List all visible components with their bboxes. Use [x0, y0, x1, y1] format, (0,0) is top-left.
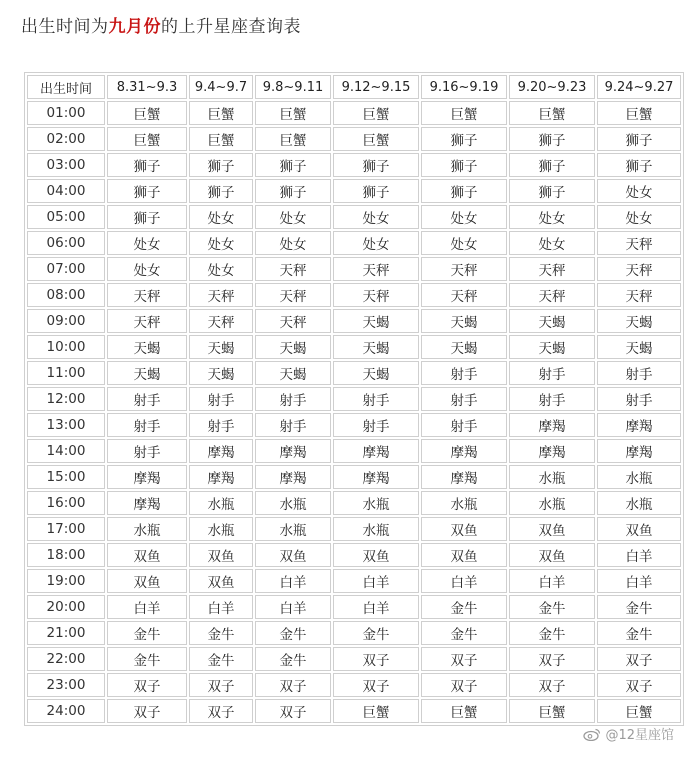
- table-row: [27, 621, 681, 645]
- header-date-range: 9.12~9.15: [333, 75, 419, 99]
- sign-cell: 双鱼: [107, 569, 187, 593]
- sign-cell: 处女: [333, 205, 419, 229]
- sign-cell: 射手: [597, 361, 681, 385]
- sign-cell: 巨蟹: [509, 699, 595, 723]
- sign-cell: 双鱼: [421, 543, 507, 567]
- sign-cell: 天蝎: [421, 335, 507, 359]
- time-cell: 21:00: [27, 621, 105, 645]
- sign-cell: 摩羯: [421, 465, 507, 489]
- sign-cell: 白羊: [597, 543, 681, 567]
- sign-cell: 天秤: [255, 309, 331, 333]
- sign-cell: 天蝎: [509, 335, 595, 359]
- sign-cell: 狮子: [189, 179, 253, 203]
- sign-cell: 天秤: [421, 283, 507, 307]
- sign-cell: 巨蟹: [333, 127, 419, 151]
- time-cell: 05:00: [27, 205, 105, 229]
- sign-cell: 双鱼: [509, 543, 595, 567]
- sign-cell: 射手: [509, 387, 595, 411]
- time-cell: 09:00: [27, 309, 105, 333]
- sign-cell: 双鱼: [189, 543, 253, 567]
- sign-cell: 天秤: [509, 283, 595, 307]
- sign-cell: 金牛: [255, 621, 331, 645]
- sign-cell: 处女: [189, 257, 253, 281]
- sign-cell: 天蝎: [333, 335, 419, 359]
- sign-cell: 摩羯: [509, 413, 595, 437]
- time-cell: 20:00: [27, 595, 105, 619]
- sign-cell: 处女: [189, 205, 253, 229]
- sign-cell: 双子: [421, 647, 507, 671]
- sign-cell: 天秤: [597, 257, 681, 281]
- table-row: [27, 413, 681, 437]
- sign-cell: 天秤: [421, 257, 507, 281]
- sign-cell: 处女: [333, 231, 419, 255]
- sign-cell: 射手: [255, 387, 331, 411]
- sign-cell: 狮子: [421, 127, 507, 151]
- sign-cell: 双鱼: [509, 517, 595, 541]
- table-row: [27, 647, 681, 671]
- sign-cell: 天蝎: [333, 309, 419, 333]
- sign-cell: 双子: [421, 673, 507, 697]
- sign-cell: 双子: [597, 647, 681, 671]
- sign-cell: 天秤: [333, 257, 419, 281]
- sign-cell: 双鱼: [107, 543, 187, 567]
- sign-cell: 白羊: [255, 595, 331, 619]
- sign-cell: 天秤: [333, 283, 419, 307]
- table-row: [27, 699, 681, 723]
- sign-cell: 双子: [509, 673, 595, 697]
- sign-cell: 摩羯: [333, 439, 419, 463]
- header-date-range: 9.8~9.11: [255, 75, 331, 99]
- header-date-range: 9.16~9.19: [421, 75, 507, 99]
- sign-cell: 白羊: [189, 595, 253, 619]
- sign-cell: 射手: [421, 387, 507, 411]
- sign-cell: 金牛: [597, 595, 681, 619]
- table-row: [27, 673, 681, 697]
- sign-cell: 水瓶: [255, 517, 331, 541]
- table-row: [27, 335, 681, 359]
- sign-cell: 摩羯: [597, 413, 681, 437]
- sign-cell: 巨蟹: [255, 127, 331, 151]
- sign-cell: 天蝎: [189, 335, 253, 359]
- table-row: [27, 153, 681, 177]
- title-suffix: 的上升星座查询表: [161, 17, 301, 37]
- sign-cell: 射手: [189, 387, 253, 411]
- sign-cell: 水瓶: [255, 491, 331, 515]
- sign-cell: 水瓶: [333, 491, 419, 515]
- time-cell: 19:00: [27, 569, 105, 593]
- table-row: [27, 309, 681, 333]
- sign-cell: 金牛: [189, 621, 253, 645]
- sign-cell: 巨蟹: [421, 699, 507, 723]
- table-row: [27, 387, 681, 411]
- sign-cell: 天秤: [107, 309, 187, 333]
- sign-cell: 处女: [597, 205, 681, 229]
- sign-cell: 双子: [107, 699, 187, 723]
- sign-cell: 狮子: [421, 179, 507, 203]
- sign-cell: 巨蟹: [333, 699, 419, 723]
- sign-cell: 天蝎: [509, 309, 595, 333]
- sign-cell: 狮子: [597, 127, 681, 151]
- sign-cell: 天蝎: [107, 361, 187, 385]
- sign-cell: 射手: [421, 361, 507, 385]
- sign-cell: 处女: [509, 205, 595, 229]
- table-row: [27, 205, 681, 229]
- sign-cell: 巨蟹: [597, 699, 681, 723]
- sign-cell: 射手: [107, 439, 187, 463]
- sign-cell: 白羊: [255, 569, 331, 593]
- sign-cell: 处女: [107, 231, 187, 255]
- sign-cell: 天蝎: [255, 335, 331, 359]
- time-cell: 06:00: [27, 231, 105, 255]
- sign-cell: 水瓶: [509, 491, 595, 515]
- sign-cell: 射手: [189, 413, 253, 437]
- sign-cell: 双子: [597, 673, 681, 697]
- sign-cell: 射手: [509, 361, 595, 385]
- sign-cell: 狮子: [107, 205, 187, 229]
- time-cell: 03:00: [27, 153, 105, 177]
- sign-cell: 水瓶: [509, 465, 595, 489]
- sign-cell: 射手: [255, 413, 331, 437]
- sign-cell: 狮子: [255, 179, 331, 203]
- sign-cell: 双子: [255, 673, 331, 697]
- time-cell: 01:00: [27, 101, 105, 125]
- time-cell: 08:00: [27, 283, 105, 307]
- table-row: [27, 439, 681, 463]
- sign-cell: 白羊: [333, 569, 419, 593]
- table-row: [27, 101, 681, 125]
- table-row: [27, 517, 681, 541]
- sign-cell: 天蝎: [597, 309, 681, 333]
- time-cell: 18:00: [27, 543, 105, 567]
- table-row: [27, 127, 681, 151]
- sign-cell: 天秤: [189, 283, 253, 307]
- sign-cell: 天蝎: [597, 335, 681, 359]
- sign-cell: 狮子: [189, 153, 253, 177]
- sign-cell: 巨蟹: [189, 101, 253, 125]
- time-cell: 22:00: [27, 647, 105, 671]
- sign-cell: 水瓶: [189, 491, 253, 515]
- ascendant-table: [24, 72, 684, 726]
- sign-cell: 巨蟹: [509, 101, 595, 125]
- sign-cell: 处女: [255, 231, 331, 255]
- sign-cell: 金牛: [509, 621, 595, 645]
- sign-cell: 摩羯: [107, 491, 187, 515]
- sign-cell: 巨蟹: [107, 101, 187, 125]
- sign-cell: 金牛: [107, 647, 187, 671]
- sign-cell: 双子: [255, 699, 331, 723]
- sign-cell: 摩羯: [189, 465, 253, 489]
- sign-cell: 天蝎: [107, 335, 187, 359]
- sign-cell: 双鱼: [255, 543, 331, 567]
- sign-cell: 狮子: [107, 179, 187, 203]
- sign-cell: 摩羯: [421, 439, 507, 463]
- sign-cell: 白羊: [333, 595, 419, 619]
- ascendant-table-container: [24, 72, 678, 726]
- sign-cell: 天蝎: [255, 361, 331, 385]
- sign-cell: 天秤: [597, 283, 681, 307]
- sign-cell: 狮子: [597, 153, 681, 177]
- sign-cell: 金牛: [597, 621, 681, 645]
- table-row: [27, 257, 681, 281]
- sign-cell: 天蝎: [189, 361, 253, 385]
- sign-cell: 射手: [597, 387, 681, 411]
- sign-cell: 摩羯: [333, 465, 419, 489]
- time-cell: 23:00: [27, 673, 105, 697]
- watermark: [583, 724, 674, 743]
- table-row: [27, 569, 681, 593]
- sign-cell: 水瓶: [597, 465, 681, 489]
- table-header-row: [27, 75, 681, 99]
- sign-cell: 射手: [107, 387, 187, 411]
- sign-cell: 金牛: [421, 621, 507, 645]
- sign-cell: 巨蟹: [597, 101, 681, 125]
- time-cell: 12:00: [27, 387, 105, 411]
- sign-cell: 双子: [333, 647, 419, 671]
- table-row: [27, 231, 681, 255]
- title-prefix: 出生时间为: [21, 17, 109, 37]
- sign-cell: 天秤: [255, 257, 331, 281]
- sign-cell: 射手: [333, 413, 419, 437]
- sign-cell: 摩羯: [255, 439, 331, 463]
- time-cell: 04:00: [27, 179, 105, 203]
- sign-cell: 天秤: [509, 257, 595, 281]
- sign-cell: 巨蟹: [421, 101, 507, 125]
- sign-cell: 金牛: [509, 595, 595, 619]
- sign-cell: 巨蟹: [255, 101, 331, 125]
- sign-cell: 摩羯: [255, 465, 331, 489]
- sign-cell: 金牛: [189, 647, 253, 671]
- time-cell: 24:00: [27, 699, 105, 723]
- sign-cell: 水瓶: [189, 517, 253, 541]
- sign-cell: 狮子: [509, 153, 595, 177]
- sign-cell: 水瓶: [107, 517, 187, 541]
- sign-cell: 狮子: [255, 153, 331, 177]
- sign-cell: 处女: [189, 231, 253, 255]
- sign-cell: 天蝎: [333, 361, 419, 385]
- table-row: [27, 361, 681, 385]
- sign-cell: 白羊: [107, 595, 187, 619]
- sign-cell: 处女: [421, 205, 507, 229]
- sign-cell: 狮子: [333, 179, 419, 203]
- sign-cell: 双鱼: [189, 569, 253, 593]
- table-row: [27, 543, 681, 567]
- title-highlight: 九月份: [108, 17, 161, 37]
- time-cell: 10:00: [27, 335, 105, 359]
- sign-cell: 双子: [107, 673, 187, 697]
- sign-cell: 射手: [333, 387, 419, 411]
- time-cell: 16:00: [27, 491, 105, 515]
- sign-cell: 双子: [509, 647, 595, 671]
- sign-cell: 狮子: [421, 153, 507, 177]
- time-cell: 07:00: [27, 257, 105, 281]
- sign-cell: 白羊: [597, 569, 681, 593]
- sign-cell: 处女: [509, 231, 595, 255]
- sign-cell: 金牛: [255, 647, 331, 671]
- sign-cell: 射手: [107, 413, 187, 437]
- time-cell: 13:00: [27, 413, 105, 437]
- sign-cell: 狮子: [333, 153, 419, 177]
- sign-cell: 双子: [189, 699, 253, 723]
- weibo-icon: [583, 727, 601, 741]
- time-cell: 15:00: [27, 465, 105, 489]
- sign-cell: 巨蟹: [107, 127, 187, 151]
- sign-cell: 巨蟹: [333, 101, 419, 125]
- watermark-text: @12星座馆: [605, 728, 674, 743]
- sign-cell: 金牛: [107, 621, 187, 645]
- table-row: [27, 179, 681, 203]
- sign-cell: 巨蟹: [189, 127, 253, 151]
- time-cell: 14:00: [27, 439, 105, 463]
- sign-cell: 天秤: [597, 231, 681, 255]
- sign-cell: 摩羯: [107, 465, 187, 489]
- header-date-range: 8.31~9.3: [107, 75, 187, 99]
- sign-cell: 水瓶: [421, 491, 507, 515]
- sign-cell: 射手: [421, 413, 507, 437]
- sign-cell: 天秤: [189, 309, 253, 333]
- table-row: [27, 595, 681, 619]
- time-cell: 11:00: [27, 361, 105, 385]
- sign-cell: 天秤: [255, 283, 331, 307]
- header-date-range: 9.24~9.27: [597, 75, 681, 99]
- sign-cell: 白羊: [421, 569, 507, 593]
- sign-cell: 水瓶: [597, 491, 681, 515]
- table-row: [27, 465, 681, 489]
- sign-cell: 处女: [597, 179, 681, 203]
- sign-cell: 双鱼: [597, 517, 681, 541]
- time-cell: 17:00: [27, 517, 105, 541]
- header-date-range: 9.4~9.7: [189, 75, 253, 99]
- sign-cell: 双子: [189, 673, 253, 697]
- sign-cell: 天秤: [107, 283, 187, 307]
- table-row: [27, 283, 681, 307]
- sign-cell: 双鱼: [421, 517, 507, 541]
- sign-cell: 摩羯: [597, 439, 681, 463]
- sign-cell: 双子: [333, 673, 419, 697]
- sign-cell: 金牛: [421, 595, 507, 619]
- sign-cell: 摩羯: [509, 439, 595, 463]
- sign-cell: 处女: [107, 257, 187, 281]
- header-date-range: 9.20~9.23: [509, 75, 595, 99]
- sign-cell: 水瓶: [333, 517, 419, 541]
- table-body: [27, 101, 681, 723]
- sign-cell: 狮子: [107, 153, 187, 177]
- sign-cell: 摩羯: [189, 439, 253, 463]
- sign-cell: 金牛: [333, 621, 419, 645]
- sign-cell: 天蝎: [421, 309, 507, 333]
- sign-cell: 狮子: [509, 127, 595, 151]
- sign-cell: 狮子: [509, 179, 595, 203]
- sign-cell: 双鱼: [333, 543, 419, 567]
- sign-cell: 白羊: [509, 569, 595, 593]
- sign-cell: 处女: [421, 231, 507, 255]
- sign-cell: 处女: [255, 205, 331, 229]
- page-title: [21, 12, 301, 37]
- header-birth-time: 出生时间: [27, 75, 105, 99]
- time-cell: 02:00: [27, 127, 105, 151]
- table-row: [27, 491, 681, 515]
